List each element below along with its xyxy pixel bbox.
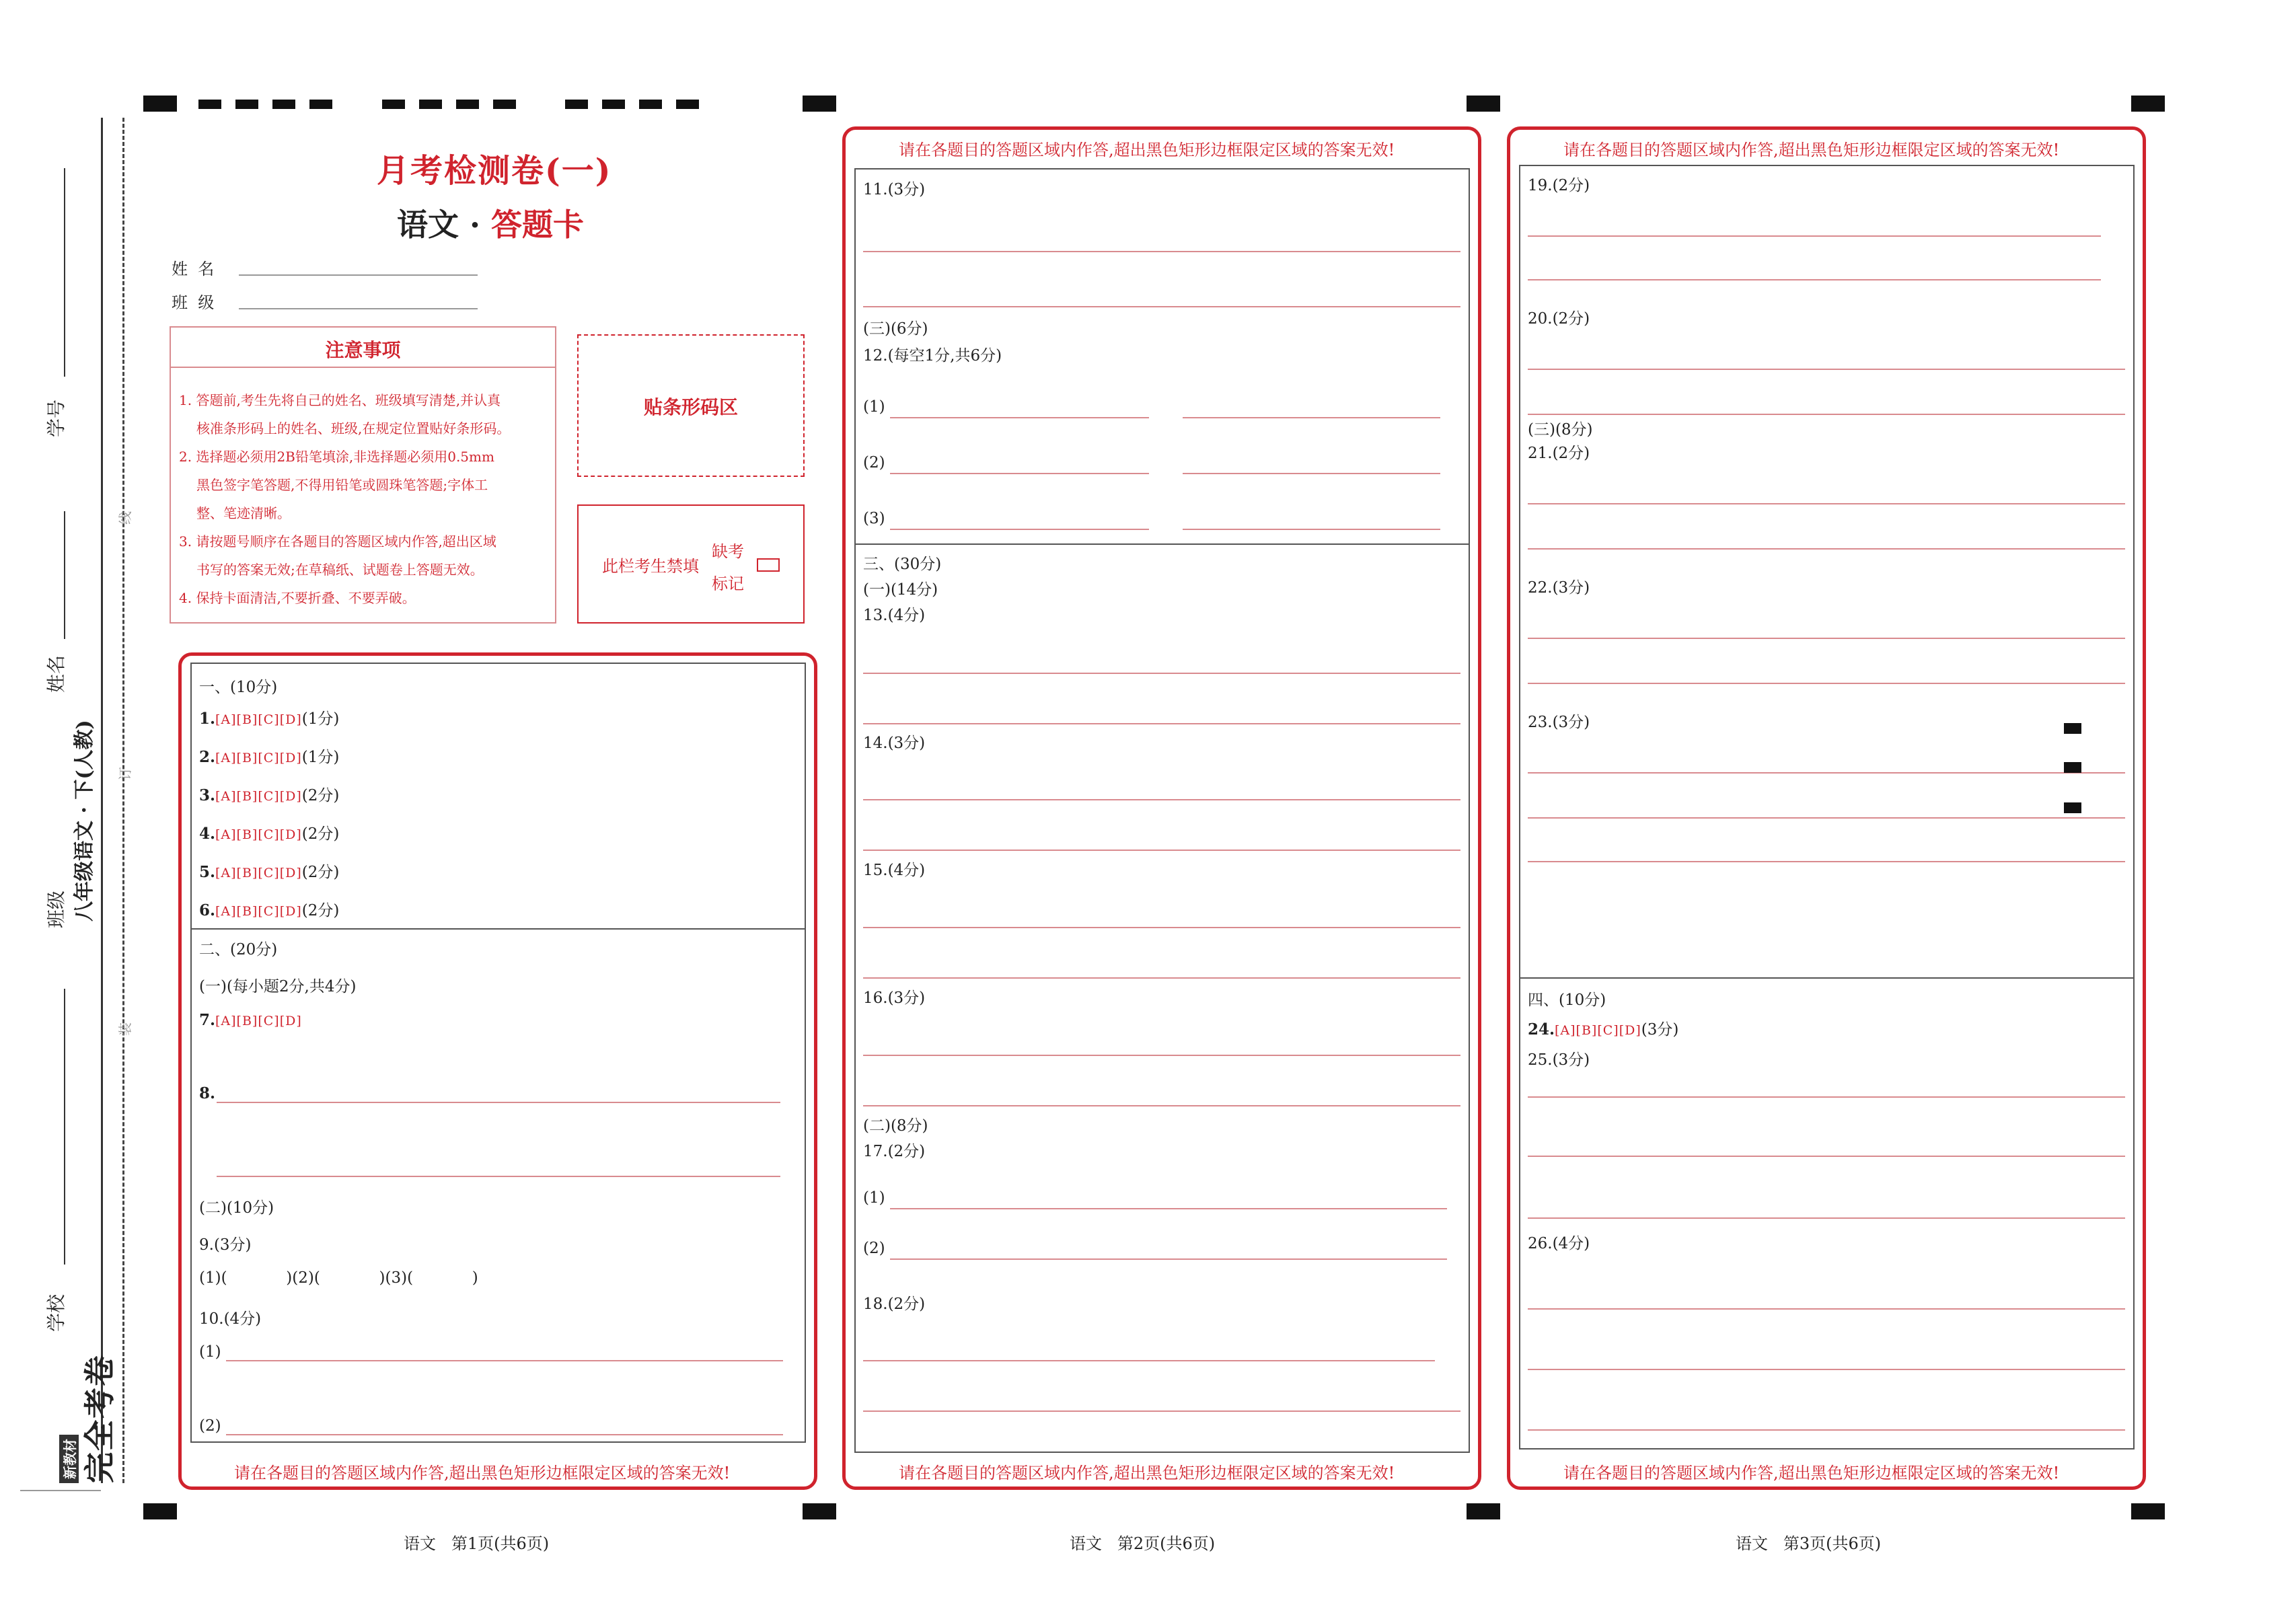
answer-line[interactable] (1183, 473, 1440, 474)
mc-question-2[interactable]: 2.[A][B][C][D](1分) (199, 748, 340, 766)
question-12-part-1: (1) (863, 398, 885, 416)
notice-line-8: 4. 保持卡面清洁,不要折叠、不要弄破。 (179, 590, 416, 606)
mc-question-5[interactable]: 5.[A][B][C][D](2分) (199, 863, 340, 881)
answer-line[interactable] (1528, 279, 2101, 280)
section-4-header: 四、(10分) (1528, 991, 1606, 1009)
subsection-3-1: (一)(14分) (863, 581, 938, 599)
answer-line[interactable] (1528, 861, 2125, 862)
mc-question-6[interactable]: 6.[A][B][C][D](2分) (199, 901, 340, 919)
answer-line[interactable] (863, 850, 1460, 851)
question-22: 22.(3分) (1528, 579, 1590, 597)
answer-line[interactable] (890, 1258, 1447, 1260)
absent-box: 此栏考生禁填 缺考 标记 (577, 504, 805, 624)
section-3-header: 三、(30分) (863, 556, 942, 573)
cut-mark-2: 订 (117, 767, 133, 780)
question-15: 15.(4分) (863, 862, 926, 879)
answer-line[interactable] (1528, 638, 2125, 639)
question-18: 18.(2分) (863, 1295, 926, 1313)
cut-mark-3: 装 (117, 1022, 133, 1036)
answer-line[interactable] (1528, 235, 2101, 237)
mc-question-4[interactable]: 4.[A][B][C][D](2分) (199, 825, 340, 843)
name-label: 姓 名 (172, 260, 215, 278)
question-23: 23.(3分) (1528, 714, 1590, 731)
notice-line-6: 3. 请按题号顺序在各题目的答题区域内作答,超出区域 (179, 533, 496, 550)
mc-question-1[interactable]: 1.[A][B][C][D](1分) (199, 710, 340, 728)
answer-line[interactable] (1528, 1369, 2125, 1370)
answer-line[interactable] (1528, 817, 2125, 819)
warning-page2-bottom: 请在各题目的答题区域内作答,超出黑色矩形边框限定区域的答案无效! (899, 1464, 1395, 1482)
cut-mark-1: 线 (117, 511, 133, 525)
answer-line[interactable] (890, 417, 1149, 418)
answer-line[interactable] (890, 529, 1149, 530)
notice-line-7: 书写的答案无效;在草稿纸、试题卷上答题无效。 (196, 562, 484, 578)
footer-page2: 语文 第2页(共6页) (1070, 1534, 1216, 1553)
answer-line[interactable] (890, 473, 1149, 474)
grade-label: 八年级语文 · 下(人教) (73, 720, 96, 921)
question-25: 25.(3分) (1528, 1051, 1590, 1069)
answer-line[interactable] (863, 673, 1460, 674)
question-10: 10.(4分) (199, 1310, 262, 1328)
question-26: 26.(4分) (1528, 1235, 1590, 1252)
school-label: 学校 (45, 1293, 67, 1332)
answer-line[interactable] (863, 1410, 1460, 1412)
question-12: 12.(每空1分,共6分) (863, 347, 1002, 365)
answer-line[interactable] (1528, 1156, 2125, 1157)
question-12-part-3: (3) (863, 510, 885, 527)
answer-line[interactable] (1528, 369, 2125, 370)
subsection-2-1: (一)(每小题2分,共4分) (199, 978, 357, 995)
answer-line[interactable] (1183, 529, 1440, 530)
answer-line[interactable] (1183, 417, 1440, 418)
answer-line[interactable] (1528, 414, 2125, 415)
answer-line[interactable] (863, 977, 1460, 979)
answer-line[interactable] (1528, 503, 2125, 504)
mc-question-3[interactable]: 3.[A][B][C][D](2分) (199, 786, 340, 804)
warning-page3-top: 请在各题目的答题区域内作答,超出黑色矩形边框限定区域的答案无效! (1563, 141, 2060, 159)
question-9: 9.(3分) (199, 1236, 252, 1254)
subsection-3-2: (二)(8分) (863, 1117, 928, 1135)
answer-line[interactable] (863, 1055, 1460, 1056)
name-field[interactable] (239, 274, 478, 276)
question-12-part-2: (2) (863, 454, 885, 472)
question-13: 13.(4分) (863, 607, 926, 624)
question-9-parts[interactable]: (1)( )(2)( )(3)( ) (199, 1269, 478, 1287)
answer-line[interactable] (1528, 1096, 2125, 1098)
question-10-part-2: (2) (199, 1417, 221, 1435)
question-17-part-2: (2) (863, 1240, 885, 1257)
warning-page1: 请在各题目的答题区域内作答,超出黑色矩形边框限定区域的答案无效! (234, 1464, 731, 1482)
notice-line-5: 整、笔迹清晰。 (196, 505, 291, 521)
student-name-label: 姓名 (45, 654, 67, 693)
absent-label: 此栏考生禁填 (602, 557, 699, 576)
answer-line[interactable] (226, 1434, 783, 1435)
answer-line[interactable] (1528, 683, 2125, 684)
footer-page1: 语文 第1页(共6页) (404, 1534, 550, 1553)
answer-line[interactable] (217, 1176, 780, 1177)
question-20: 20.(2分) (1528, 310, 1590, 328)
answer-line[interactable] (217, 1102, 780, 1103)
question-17: 17.(2分) (863, 1143, 926, 1160)
section-2-header: 二、(20分) (199, 941, 278, 958)
question-17-part-1: (1) (863, 1189, 885, 1207)
notice-line-4: 黑色签字笔答题,不得用铅笔或圆珠笔答题;字体工 (196, 477, 488, 493)
class-label: 班 级 (172, 293, 215, 312)
subsection-2-3: (三)(6分) (863, 320, 928, 338)
answer-line[interactable] (863, 306, 1460, 307)
notice-line-3: 2. 选择题必须用2B铅笔填涂,非选择题必须用0.5mm (179, 449, 494, 465)
mc-question-7[interactable]: 7.[A][B][C][D] (199, 1011, 302, 1029)
question-11: 11.(3分) (863, 181, 926, 198)
warning-page3-bottom: 请在各题目的答题区域内作答,超出黑色矩形边框限定区域的答案无效! (1563, 1464, 2060, 1482)
class-field[interactable] (239, 308, 478, 309)
footer-page3: 语文 第3页(共6页) (1736, 1534, 1882, 1553)
answer-line[interactable] (1528, 1217, 2125, 1219)
section-1-header: 一、(10分) (199, 679, 278, 696)
answer-line[interactable] (890, 1208, 1447, 1209)
question-21: 21.(2分) (1528, 445, 1590, 462)
question-19: 19.(2分) (1528, 177, 1590, 194)
answer-line[interactable] (863, 723, 1460, 724)
question-10-part-1: (1) (199, 1343, 221, 1361)
subsection-2-2: (二)(10分) (199, 1199, 274, 1217)
answer-line[interactable] (863, 799, 1460, 800)
notice-line-2: 核准条形码上的姓名、班级,在规定位置贴好条形码。 (196, 420, 511, 437)
class-label-side: 班级 (45, 890, 67, 928)
answer-line[interactable] (1528, 1308, 2125, 1310)
question-16: 16.(3分) (863, 989, 926, 1007)
notice-line-1: 1. 答题前,考生先将自己的姓名、班级填写清楚,并认真 (179, 392, 501, 408)
answer-line[interactable] (1528, 548, 2125, 550)
page-subtitle: 语文 · 答题卡 (397, 206, 585, 243)
student-id-label: 学号 (45, 399, 67, 437)
page-title: 月考检测卷(一) (377, 152, 612, 190)
question-8: 8. (199, 1084, 216, 1102)
answer-line[interactable] (1528, 1429, 2125, 1431)
subsection-3-3: (三)(8分) (1528, 421, 1593, 439)
answer-line[interactable] (226, 1360, 783, 1361)
answer-line[interactable] (863, 927, 1460, 928)
notice-title: 注意事项 (325, 339, 401, 361)
mc-question-24[interactable]: 24.[A][B][C][D](3分) (1528, 1020, 1679, 1039)
answer-line[interactable] (1528, 772, 2125, 774)
warning-page2-top: 请在各题目的答题区域内作答,超出黑色矩形边框限定区域的答案无效! (899, 141, 1395, 159)
notice-box (170, 326, 556, 624)
absent-checkbox[interactable] (757, 558, 780, 572)
answer-line[interactable] (863, 251, 1460, 252)
barcode-area: 贴条形码区 (577, 334, 805, 477)
question-14: 14.(3分) (863, 735, 926, 752)
answer-line[interactable] (863, 1105, 1460, 1106)
answer-line[interactable] (863, 1360, 1435, 1361)
